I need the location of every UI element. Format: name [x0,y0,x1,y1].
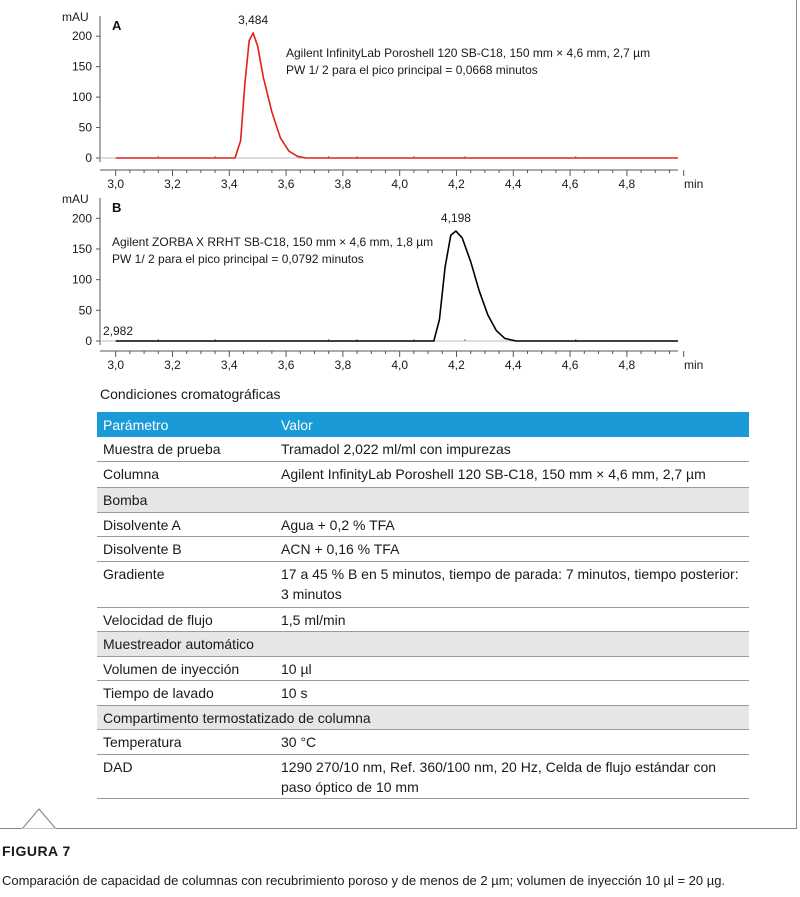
x-tick-label: 4,2 [448,177,465,191]
peak-label: 3,484 [238,13,269,27]
x-tick-label: 4,6 [561,358,579,372]
param-value: 10 µl [275,656,749,681]
param-name: Muestra de prueba [97,437,275,462]
figure-label: FIGURA 7 [2,843,71,859]
y-tick-label: 200 [71,211,92,226]
param-name: Tiempo de lavado [97,681,275,706]
table-row [97,462,749,488]
x-tick-label: 4,4 [504,358,522,372]
x-tick-label: 4,0 [391,177,409,191]
y-tick-label: 50 [78,120,92,135]
y-tick-label: 100 [71,272,92,287]
param-value: ACN + 0,16 % TFA [275,537,749,562]
param-name: Disolvente A [97,512,275,537]
table-row [97,681,749,706]
y-axis-label: mAU [62,192,89,206]
y-axis-label: mAU [62,10,89,24]
param-value: 30 °C [275,730,749,755]
peak-label: 4,198 [440,211,471,225]
table-section-row [97,632,749,657]
param-name: Disolvente B [97,537,275,562]
conditions-table [97,412,749,799]
table-row [97,537,749,562]
table-row [97,607,749,632]
x-tick-label: 3,8 [334,177,352,191]
param-value: Agua + 0,2 % TFA [275,512,749,537]
x-tick-label: 3,2 [164,358,181,372]
x-tick-label: 4,2 [448,358,465,372]
table-row [97,512,749,537]
y-tick-label: 150 [71,59,92,74]
x-tick-label: 3,4 [220,177,238,191]
frame-notch [22,808,56,830]
table-section-row [97,705,749,730]
y-tick-label: 100 [71,90,92,105]
table-row [97,561,749,607]
table-row [97,437,749,462]
table-header-row [97,412,749,437]
chromatograms [0,0,800,380]
x-axis-unit: min [684,177,704,191]
panel-letter: A [112,18,122,33]
param-value: 1290 270/10 nm, Ref. 360/100 nm, 20 Hz, Celda de flujo estándar con paso óptico de 10 mm [275,754,749,798]
y-tick-label: 150 [71,241,92,256]
x-tick-label: 4,0 [391,358,409,372]
figure-caption: Comparación de capacidad de columnas con recubrimiento poroso y de menos de 2 µm; volumen de inyección 10 µl = 20 µg. [2,873,726,888]
param-name: Columna [97,462,275,488]
param-name: Gradiente [97,561,275,607]
x-tick-label: 3,8 [334,358,352,372]
param-value: 17 a 45 % B en 5 minutos, tiempo de parada: 7 minutos, tiempo posterior: 3 minutos [275,561,749,607]
param-value: Agilent InfinityLab Poroshell 120 SB-C18, 150 mm × 4,6 mm, 2,7 µm [275,462,749,488]
start-time-label: 2,982 [103,324,134,338]
x-axis-unit: min [684,358,704,372]
x-tick-label: 3,2 [164,177,181,191]
param-name: Temperatura [97,730,275,755]
param-value: 10 s [275,681,749,706]
conditions-title: Condiciones cromatográficas [100,386,281,402]
x-tick-label: 3,4 [220,358,238,372]
y-tick-label: 0 [85,151,92,165]
param-name: Bomba [97,488,749,513]
x-tick-label: 4,8 [618,358,636,372]
y-tick-label: 200 [71,29,92,44]
param-name: Muestreador automático [97,632,749,657]
y-tick-label: 0 [85,334,92,348]
column-annotation: Agilent InfinityLab Poroshell 120 SB-C18, 150 mm × 4,6 mm, 2,7 µm [286,46,651,60]
x-tick-label: 3,6 [277,358,295,372]
x-tick-label: 3,6 [277,177,295,191]
x-tick-label: 4,4 [504,177,522,191]
param-value: Tramadol 2,022 ml/ml con impurezas [275,437,749,462]
table-section-row [97,488,749,513]
panel-letter: B [112,200,122,215]
column-annotation: PW 1/ 2 para el pico principal = 0,0792 minutos [112,252,364,266]
param-name: Velocidad de flujo [97,607,275,632]
table-row [97,656,749,681]
param-value: 1,5 ml/min [275,607,749,632]
param-name: Compartimento termostatizado de columna [97,705,749,730]
column-annotation: Agilent ZORBA X RRHT SB-C18, 150 mm × 4,6 mm, 1,8 µm [112,235,434,249]
param-name: Volumen de inyección [97,656,275,681]
x-tick-label: 4,6 [561,177,579,191]
header-value: Valor [275,412,749,437]
table-row [97,754,749,798]
y-tick-label: 50 [78,303,92,318]
x-tick-label: 3,0 [107,177,125,191]
x-tick-label: 4,8 [618,177,636,191]
column-annotation: PW 1/ 2 para el pico principal = 0,0668 minutos [286,63,538,77]
param-name: DAD [97,754,275,798]
header-parameter: Parámetro [97,412,275,437]
table-row [97,730,749,755]
x-tick-label: 3,0 [107,358,125,372]
